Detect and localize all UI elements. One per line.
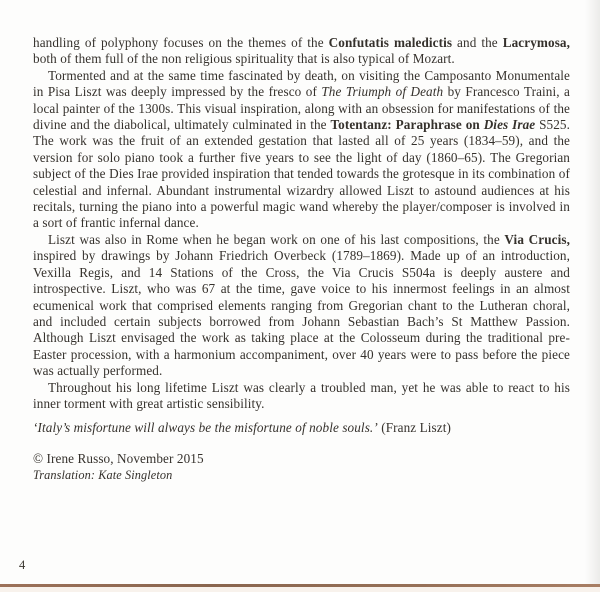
text-run: by Francesco Traini, a local painter of the 1300s. This visual inspiration, along with an obsession for manifestations of the divine and the diabolical, ultimately culminated in the bbox=[33, 84, 570, 133]
text-run: Via Crucis, bbox=[504, 231, 570, 247]
text-run: Tormented and at the same time fascinated by death, on visiting the Camposanto Monumentale in Pisa Liszt was deeply impressed by the fresco of bbox=[33, 67, 570, 100]
text-run: Dies Irae bbox=[483, 117, 536, 133]
page-number: 4 bbox=[19, 558, 26, 572]
text-run: Lacrymosa, bbox=[502, 35, 571, 50]
text-run: Throughout his long lifetime Liszt was clearly a troubled man, yet he was able to react to his inner torment with great artistic sensibility. bbox=[33, 379, 570, 411]
text-run: S525. The work was the fruit of an extended gestation that lasted all of 25 years (1834–59), and the version for solo piano took a further five years to see the light of day (1860–65). The Gregorian subject of the Dies Irae provided inspiration that tended towards the grotesque in its combination of celestial and infernal. Abundant instrumental wizardry allowed Liszt to astound audiences at his recitals, turning the piano into a powerful magic wand whereby the player/composer is involved in a sort of frantic infernal dance. bbox=[33, 117, 571, 231]
bottom-edge-strip bbox=[0, 587, 600, 592]
text-run: Liszt was also in Rome when he began work on one of his last compositions, the bbox=[48, 231, 505, 247]
text-run: handling of polyphony focuses on the themes of the bbox=[33, 35, 329, 50]
text-run: Totentanz: Paraphrase on bbox=[330, 117, 484, 133]
text-run: and the bbox=[452, 35, 503, 50]
paragraph-polyphony bbox=[33, 35, 570, 68]
text-run: Translation: Kate Singleton bbox=[33, 468, 173, 483]
paragraph-totentanz bbox=[33, 68, 570, 232]
text-run: (Franz Liszt) bbox=[377, 420, 451, 436]
paragraph-troubled-man bbox=[33, 380, 570, 413]
copyright-line bbox=[33, 451, 570, 467]
bottom-edge-line bbox=[0, 584, 600, 587]
text-run: ‘Italy’s misfortune will always be the misfortune of noble souls.’ bbox=[33, 420, 378, 436]
text-run: inspired by drawings by Johann Friedrich Overbeck (1789–1869). Made up of an introduction, Vexilla Regis, and 14 Stations of the Cross, the Via Crucis S504a is deeply austere and introspective. Liszt, who was 67 at the time, gave voice to his innermost feelings in an almost ecumenical work that comprised elements ranging from Gregorian chant to the Lutheran choral, and included certain subjects borrowed from Johann Sebastian Bach’s St Matthew Passion. Although Liszt envisaged the work as taking place at the Colosseum during the traditional pre-Easter procession, with a harmonium accompaniment, over 40 years were to pass before the piece was actually performed. bbox=[33, 248, 570, 379]
text-run: © Irene Russo, November 2015 bbox=[33, 450, 204, 466]
paragraph-via-crucis bbox=[33, 232, 570, 380]
text-block bbox=[33, 35, 570, 484]
quote-line bbox=[33, 420, 570, 436]
translation-line bbox=[33, 467, 570, 483]
text-run: both of them full of the non religious spirituality that is also typical of Mozart. bbox=[33, 51, 455, 67]
right-edge-shadow bbox=[585, 0, 600, 592]
text-run: The Triumph of Death bbox=[321, 84, 444, 100]
text-run: Confutatis maledictis bbox=[328, 35, 453, 50]
